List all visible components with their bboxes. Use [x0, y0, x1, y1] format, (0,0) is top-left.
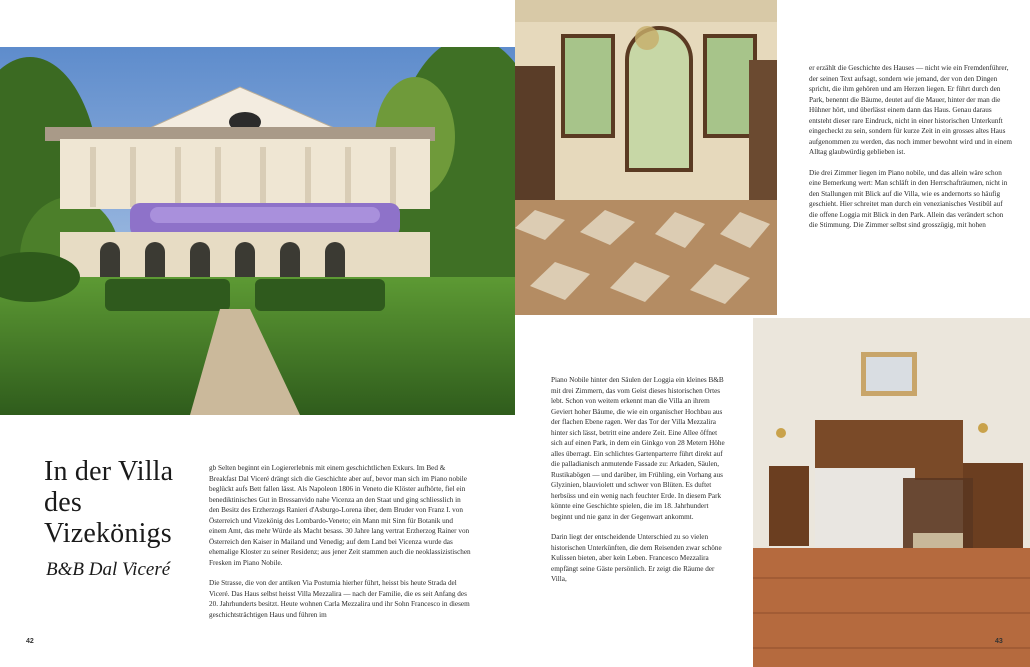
- page-number-right: 43: [995, 638, 1003, 645]
- villa-exterior-photo: [0, 47, 515, 415]
- page-number-left: 42: [26, 638, 34, 645]
- body-paragraph: Darin liegt der entscheidende Unterschied zu so vielen historischen Unterkünften, die dem Reisenden zwar schöne Kulissen bieten, aber kein Leben. Francesco Mezzalira empfängt seine Gäste persönlich. Er zeigt die Räume der Villa,: [551, 533, 722, 583]
- body-paragraph: gb Selten beginnt ein Logiererlebnis mit einem geschichtlichen Exkurs. Im Bed & Breakfast Dal Viceré drängt sich die Geschichte aber auf, bevor man sich im Piano nobile beglückt aufs Bett fallen lässt. Als Napoleon 1806 in Veneto die Klöster aufhörte, fiel ein benediktinisches Gut in Bressanvido nahe Vicenza an den Staat und ging schliesslich in den Besitz des Erzherzogs Ranieri d'Asburgo-Lorena über, dem Bruder von Franz I. von Österreich und Vizekönig des Lombardo-Veneto; ein Mann mit Sinn für Botanik und einem Amt, das mehr Würde als Macht besass. 30 Jahre lang vertrat Erzherzog Rainer von Österreich den Kaiser in Mailand und Venedig; auf dem Land bei Vicenza wurde das ehemalige Kloster zu seiner Residenz; aus jener Zeit stammen auch die neoklassizistischen Fresken im Piano Nobile.: [209, 464, 471, 567]
- body-paragraph: er erzählt die Geschichte des Hauses — nicht wie ein Fremdenführer, der seinen Text aufsagt, sondern wie jemand, der von den Dingen spricht, die ihm gehören und am Herzen liegen. Er führt durch den Park, benennt die Bäume, deutet auf die Mauer, hinter der man die Hühner hört, und überlässt einem dann das Haus. Genau daraus entsteht dieser rare Eindruck, nicht in einer historischen Unterkunft eingecheckt zu sein, sondern für kurze Zeit in ein grosses altes Haus aufgenommen zu werden, das noch immer bewohnt wird und in einem Alltag glaubwürdig geblieben ist.: [809, 64, 1012, 156]
- article-title: [44, 456, 214, 549]
- article-headline: [44, 456, 214, 581]
- article-subtitle: B&B Dal Viceré: [46, 559, 171, 580]
- bedroom-photo: [753, 318, 1030, 667]
- right-middle-body-column: [551, 375, 727, 595]
- body-paragraph: Die drei Zimmer liegen im Piano nobile, und das allein wäre schon eine Bemerkung wert: Man schläft in den Herrschafträumen, nicht in den Stallungen mit Blick auf die Villa, wie es andernorts so häufig geschieht. Hier schreitet man durch ein venezianisches Vestibül auf die offene Loggia mit Blick in den Park. Allein das verändert schon die Stimmung. Die Zimmer selbst sind grosszügig, mit hohen: [809, 168, 1008, 229]
- right-page: [515, 0, 1030, 667]
- body-paragraph: Piano Nobile hinter den Säulen der Loggia ein kleines B&B mit drei Zimmern, das vom Geist dieses historischen Ortes lebt. Schon von weitem erkennt man die Villa an ihrem Geviert hoher Bäume, die wie ein organischer Hochbau aus der flachen Ebene ragen. Wer das Tor der Villa Mezzalira hinter sich lässt, betritt eine andere Zeit. Eine Allee öffnet sich auf einen Park, in dem ein Ginkgo von 28 Metern Höhe alles überragt. Ein schlichtes Gartenparterre führt direkt auf die palladianisch anmutende Fassade zu: Arkaden, Säulen, Rustikabögen — und darüber, im Frühling, ein Vorhang aus Glyzinien, blauviolett und schwer von Blüten. Es duftet herbsüss und ein wenig nach feuchter Erde. In diesem Park könnte eine Geschichte spielen, die im 18. Jahrhundert beginnt und nie ganz in der Gegenwart ankommt.: [551, 376, 725, 521]
- right-top-body-column: [809, 63, 1012, 241]
- left-body-column: [209, 463, 471, 630]
- body-paragraph: Die Strasse, die von der antiken Via Postumia hierher führt, heisst bis heute Strada del Viceré. Das Haus selbst heisst Villa Mezzalira — nach der Familie, die es seit Anfang des 20. Jahrhunderts besitzt. Heute wohnen Carla Mezzalira und ihr Sohn Francesco in diesem geschichtsträchtigen Haus und führen im: [209, 579, 470, 619]
- title-line-1: In der Villa des: [44, 456, 174, 518]
- villa-hall-photo: [515, 0, 777, 315]
- title-line-2: Vizekönigs: [44, 518, 172, 549]
